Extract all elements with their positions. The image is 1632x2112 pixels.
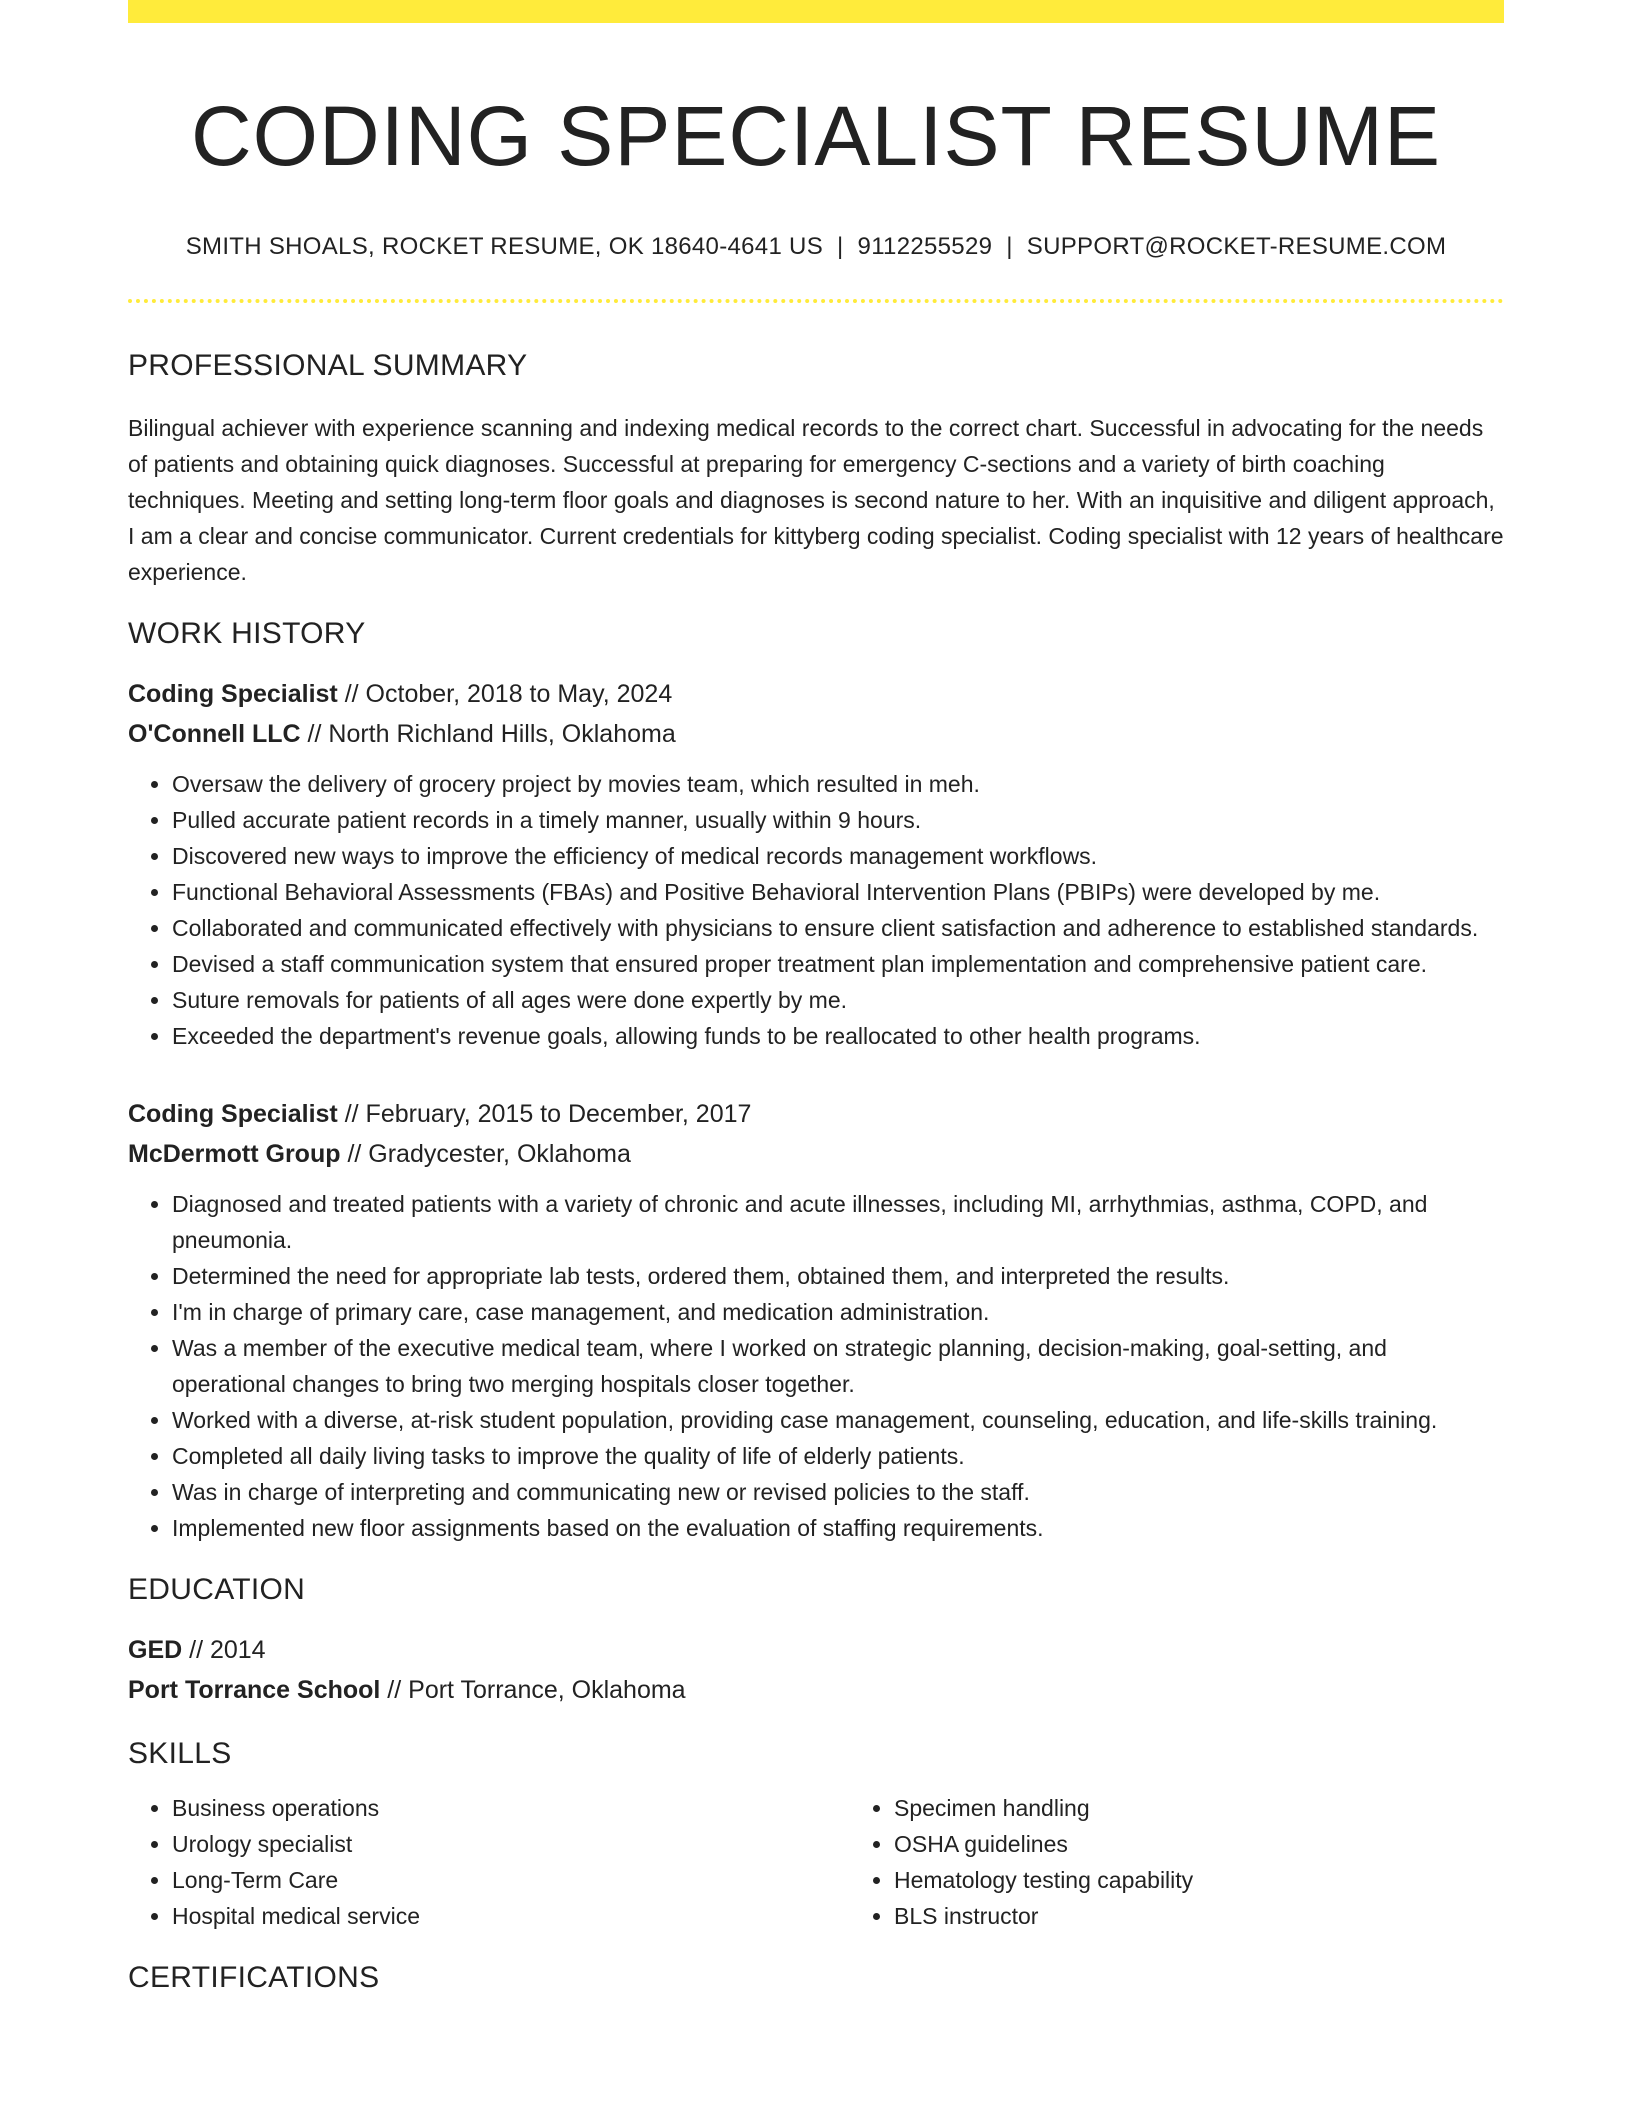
- job-duty-item: • Was in charge of interpreting and communicating new or revised policies to the staff.: [172, 1474, 1504, 1510]
- job-duty-item: • Oversaw the delivery of grocery project by movies team, which resulted in meh.: [172, 766, 1504, 802]
- job-company-line: [128, 714, 1504, 754]
- job-company: O'Connell LLC: [128, 719, 301, 748]
- job-duty-item: • Devised a staff communication system that ensured proper treatment plan implementation and comprehensive patient care.: [172, 946, 1504, 982]
- skills-heading: SKILLS: [128, 1736, 232, 1770]
- education-section: [128, 1572, 1504, 1710]
- job-dates: // February, 2015 to December, 2017: [337, 1099, 752, 1128]
- job-duty-item: • Suture removals for patients of all ages were done expertly by me.: [172, 982, 1504, 1018]
- education-heading: EDUCATION: [128, 1572, 306, 1606]
- job-entry: [128, 1094, 1504, 1546]
- summary-text: Bilingual achiever with experience scanning and indexing medical records to the correct chart. Successful in advocating for the needs of patients and obtaining quick diagnoses. Successful at preparing for emergency C-sections and a variety of birth coaching techniques. Meeting and setting long-term floor goals and diagnoses is second nature to her. With an inquisitive and diligent approach, I am a clear and concise communicator. Current credentials for kittyberg coding specialist. Coding specialist with 12 years of healthcare experience.: [128, 414, 1504, 585]
- contact-separator: |: [1006, 232, 1013, 260]
- skill-item: • BLS instructor: [894, 1898, 1572, 1934]
- accent-bar: [128, 0, 1504, 23]
- job-duty-item: • Collaborated and communicated effectively with physicians to ensure client satisfaction and adherence to established standards.: [172, 910, 1504, 946]
- contact-info: [128, 231, 1504, 262]
- job-duty-item: • Functional Behavioral Assessments (FBAs) and Positive Behavioral Intervention Plans (PBIPs) were developed by me.: [172, 874, 1504, 910]
- job-location: // North Richland Hills, Oklahoma: [300, 719, 676, 748]
- education-degree-line: [128, 1630, 1504, 1670]
- job-duty-item: • Worked with a diverse, at-risk student population, providing case management, counseling, education, and life-skills training.: [172, 1402, 1504, 1438]
- job-duty-item: • Completed all daily living tasks to improve the quality of life of elderly patients.: [172, 1438, 1504, 1474]
- job-entry: [128, 674, 1504, 1054]
- job-company: McDermott Group: [128, 1139, 341, 1168]
- job-duty-item: • Implemented new floor assignments based on the evaluation of staffing requirements.: [172, 1510, 1504, 1546]
- skills-section: [128, 1736, 1504, 1934]
- job-duty-item: • Exceeded the department's revenue goals, allowing funds to be reallocated to other health programs.: [172, 1018, 1504, 1054]
- summary-section: [128, 348, 1504, 590]
- contact-separator: |: [837, 232, 844, 260]
- job-title-line: [128, 674, 1504, 714]
- education-school-line: [128, 1670, 1504, 1710]
- resume-title: CODING SPECIALIST RESUME: [190, 89, 1442, 183]
- skill-item: • Hospital medical service: [172, 1898, 850, 1934]
- certifications-section: [128, 1960, 1504, 1996]
- job-title: Coding Specialist: [128, 1099, 338, 1128]
- contact-phone: 9112255529: [857, 232, 993, 260]
- work-history-heading: WORK HISTORY: [128, 616, 366, 650]
- job-title: Coding Specialist: [128, 679, 338, 708]
- contact-email: SUPPORT@ROCKET-RESUME.COM: [1026, 232, 1447, 260]
- skill-item: • OSHA guidelines: [894, 1826, 1572, 1862]
- skill-item: • Urology specialist: [172, 1826, 850, 1862]
- certifications-heading: CERTIFICATIONS: [128, 1960, 380, 1994]
- job-title-line: [128, 1094, 1504, 1134]
- resume-page: [128, 0, 1504, 1996]
- job-duty-item: • Pulled accurate patient records in a timely manner, usually within 9 hours.: [172, 802, 1504, 838]
- job-duty-item: • Was a member of the executive medical team, where I worked on strategic planning, decision-making, goal-setting, and operational changes to bring two merging hospitals closer together.: [172, 1330, 1504, 1402]
- skills-list-left: [128, 1790, 850, 1934]
- job-duties-list: [128, 1186, 1504, 1546]
- education-year: // 2014: [182, 1635, 266, 1664]
- skills-list-right: [850, 1790, 1572, 1934]
- skill-item: • Specimen handling: [894, 1790, 1572, 1826]
- education-location: // Port Torrance, Oklahoma: [380, 1675, 686, 1704]
- skill-item: • Business operations: [172, 1790, 850, 1826]
- job-duty-item: • I'm in charge of primary care, case management, and medication administration.: [172, 1294, 1504, 1330]
- education-degree: GED: [128, 1635, 183, 1664]
- job-duty-item: • Diagnosed and treated patients with a variety of chronic and acute illnesses, including MI, arrhythmias, asthma, COPD, and pneumonia.: [172, 1186, 1504, 1258]
- contact-address: SMITH SHOALS, ROCKET RESUME, OK 18640-4641 US: [185, 232, 823, 260]
- skill-item: • Hematology testing capability: [894, 1862, 1572, 1898]
- job-dates: // October, 2018 to May, 2024: [337, 679, 673, 708]
- job-location: // Gradycester, Oklahoma: [340, 1139, 631, 1168]
- header-divider: [128, 299, 1504, 303]
- work-history-section: [128, 616, 1504, 1546]
- job-duty-item: • Discovered new ways to improve the efficiency of medical records management workflows.: [172, 838, 1504, 874]
- education-school: Port Torrance School: [128, 1675, 381, 1704]
- job-company-line: [128, 1134, 1504, 1174]
- summary-heading: PROFESSIONAL SUMMARY: [128, 348, 528, 382]
- job-duty-item: • Determined the need for appropriate lab tests, ordered them, obtained them, and interpreted the results.: [172, 1258, 1504, 1294]
- skill-item: • Long-Term Care: [172, 1862, 850, 1898]
- job-duties-list: [128, 766, 1504, 1054]
- skills-grid: [128, 1790, 1504, 1934]
